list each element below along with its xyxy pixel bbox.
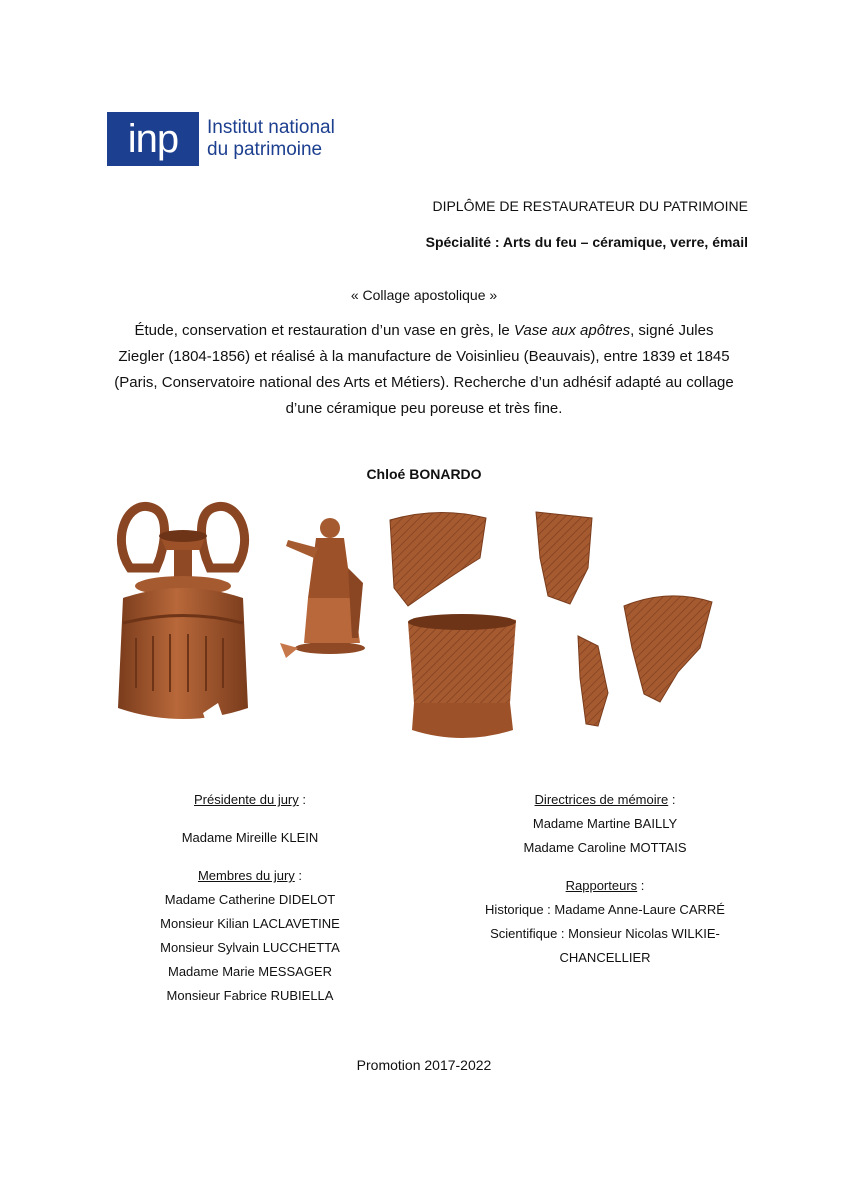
members-heading-line (130, 864, 370, 888)
president-name: Madame Mireille KLEIN (181, 830, 319, 845)
vase-fragments-photo (108, 498, 728, 748)
diploma-title: DIPLÔME DE RESTAURATEUR DU PATRIMOINE (432, 198, 748, 214)
president-heading: Présidente du jury (193, 792, 299, 807)
apostle-figure (280, 518, 365, 658)
logo-line-2: du patrimoine (207, 139, 323, 160)
president-heading-line (130, 788, 370, 812)
fragment-1 (390, 512, 486, 606)
jury-member: Monsieur Kilian LACLAVETINE (160, 916, 340, 931)
supervisors-sep: : (668, 792, 676, 807)
reporter-line: Historique : Madame Anne-Laure CARRÉ (485, 902, 725, 917)
jury-member: Madame Marie MESSAGER (168, 964, 332, 979)
jury-column (130, 788, 370, 1008)
supervisor-name: Madame Caroline MOTTAIS (523, 840, 687, 855)
fragment-2 (536, 512, 592, 604)
speciality: Spécialité : Arts du feu – céramique, verre, émail (425, 234, 748, 250)
jury-member: Madame Catherine DIDELOT (164, 892, 336, 907)
members-sep: : (294, 868, 303, 883)
logo-mark: inp (107, 112, 199, 166)
supervisors-heading: Directrices de mémoire (534, 792, 669, 807)
members-heading: Membres du jury (197, 868, 295, 883)
thesis-subtitle: « Collage apostolique » (350, 287, 498, 303)
supervisors-column (460, 788, 750, 970)
author-name: Chloé BONARDO (366, 466, 482, 482)
president-sep: : (298, 792, 306, 807)
supervisors-heading-line (460, 788, 750, 812)
inp-logo (107, 112, 335, 166)
promotion: Promotion 2017-2022 (356, 1057, 492, 1073)
reporters-sep: : (637, 878, 645, 893)
jury-member: Monsieur Sylvain LUCCHETTA (160, 940, 340, 955)
jury-member: Monsieur Fabrice RUBIELLA (166, 988, 334, 1003)
fragment-3 (578, 636, 608, 726)
logo-text (207, 117, 335, 161)
reporters-heading-line (460, 874, 750, 898)
fragment-4 (624, 596, 712, 702)
supervisor-name: Madame Martine BAILLY (532, 816, 678, 831)
description-part-1: Étude, conservation et restauration d’un vase en grès, le (134, 322, 514, 339)
description-part-2: , signé Jules Ziegler (1804-1856) et réalisé à la manufacture de Voisinlieu (Beauvais), entre 1839 et 1845 (Paris, Conservatoire national des Arts et Métiers). Recherche d’un adhésif adapté au collage d’une céramique peu poreuse et très fine. (114, 322, 734, 417)
reporter-line: Scientifique : Monsieur Nicolas WILKIE- (490, 926, 720, 941)
thesis-description (110, 318, 738, 422)
vase-body (118, 506, 248, 728)
reporter-line: CHANCELLIER (559, 950, 651, 965)
logo-line-1: Institut national (207, 117, 335, 138)
reporters-heading: Rapporteurs (565, 878, 638, 893)
description-vase-title: Vase aux apôtres (513, 322, 631, 339)
vase-base (408, 614, 516, 738)
